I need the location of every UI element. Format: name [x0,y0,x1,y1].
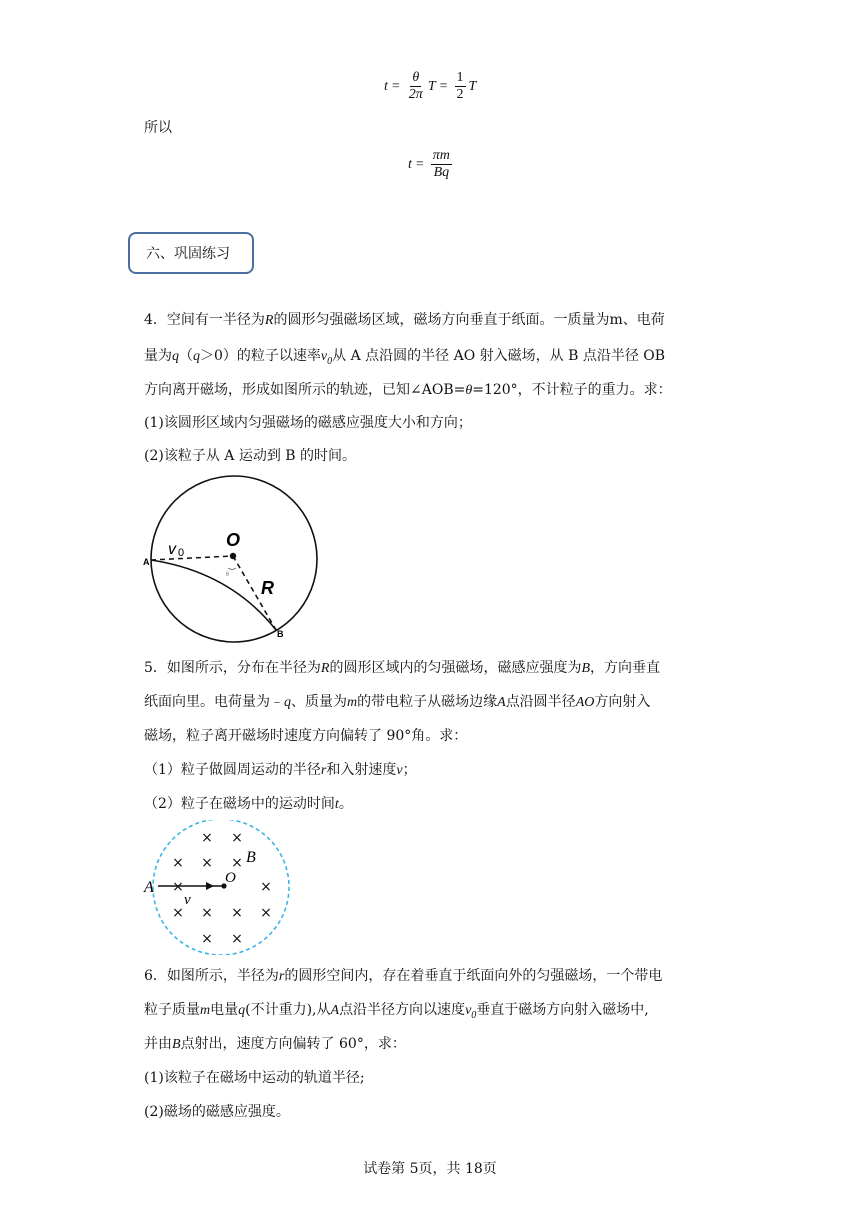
q4-line3: 方向离开磁场，形成如图所示的轨迹，已知∠AOB=θ=120°，不计粒子的重力。求： [144,382,672,398]
q5-line3: 磁场，粒子离开磁场时速度方向偏转了 90°角。求： [144,728,468,744]
so-text: 所以 [144,120,172,136]
figure-5-magnetic-field [140,820,300,955]
fig5-cross: × [231,830,243,846]
fig5-cross: × [201,855,213,871]
fig5-cross: × [260,905,272,921]
equation-time-result: t = $\frac{\pi m}{Bq}$ [408,148,450,180]
q4-line5: (2)该粒子从 A 运动到 B 的时间。 [144,448,357,464]
fig5-cross: × [260,879,272,895]
q5-line4: （1）粒子做圆周运动的半径r和入射速度v； [144,762,417,778]
fig4-label-O: O [226,530,241,550]
fig5-label-O: O [225,870,236,886]
eq1-period-end: T [468,78,477,94]
fig5-cross-marks [172,830,272,947]
fig5-cross: × [231,905,243,921]
fig5-cross: × [172,879,184,895]
fig4-label-B: B [277,629,284,639]
eq1-lhs: t [384,78,388,94]
fig4-label-v-sub: 0 [178,547,185,559]
q4-line2: 量为q（q＞0）的粒子以速率$v_0$从 A 点沿圆的半径 AO 射入磁场，从 B 点沿半径 OB [144,348,666,367]
q4-line4: (1)该圆形区域内匀强磁场的磁感应强度大小和方向； [144,415,472,431]
eq1-fraction-theta: $\frac{\theta}{2\pi}$ [408,70,423,102]
fig4-label-v: v [168,541,176,558]
q6-line2: 粒子质量m电量q(不计重力),从A点沿半径方向以速度$v_0$垂直于磁场方向射入磁场中, [144,1002,649,1021]
equation-time-half-period: t = $\frac{\theta}{2\pi}$ T = $\frac{1}{2}$ T [384,70,477,102]
fig5-velocity-arrowhead [206,882,214,890]
page-footer: 试卷第 5页，共 18页 [363,1161,497,1177]
q4-line1: 4．空间有一半径为R的圆形匀强磁场区域，磁场方向垂直于纸面。一质量为m、电荷 [144,312,665,328]
fig5-cross: × [201,830,213,846]
fig5-label-B: B [246,849,256,866]
fig4-label-theta: θ [226,572,229,578]
fig4-angle-mark [228,568,236,570]
q6-line1: 6．如图所示，半径为r的圆形空间内，存在着垂直于纸面向外的匀强磁场，一个带电 [144,968,663,984]
fig4-label-A: A [143,557,150,567]
fig4-radius-AO [151,556,233,560]
q6-line5: (2)磁场的磁感应强度。 [144,1104,290,1120]
q6-line4: (1)该粒子在磁场中运动的轨道半径; [144,1070,365,1086]
fig4-trajectory-arc [151,560,276,630]
section-title-box [128,232,254,274]
fig5-label-v: v [184,892,191,908]
fig4-center-dot [230,553,236,559]
eq1-fraction-half: $\frac{1}{2}$ [456,70,464,102]
fig5-label-A: A [144,879,154,896]
eq2-fraction: $\frac{\pi m}{Bq}$ [432,148,450,180]
q5-line1: 5．如图所示，分布在半径为R的圆形区域内的匀强磁场，磁感应强度为B，方向垂直 [144,660,661,676]
q5-line2: 纸面向里。电荷量为﹣q、质量为m的带电粒子从磁场边缘A点沿圆半径AO方向射入 [144,694,651,710]
fig5-cross: × [172,855,184,871]
eq2-lhs: t [408,156,412,172]
q6-line3: 并由B点射出，速度方向偏转了 60°，求： [144,1036,406,1052]
fig5-cross: × [201,931,213,947]
q5-line5: （2）粒子在磁场中的运动时间t。 [144,796,353,812]
fig4-label-R: R [261,578,274,598]
eq1-period: T [427,78,436,94]
figure-4-circle-trajectory [140,472,330,648]
section-title: 六、巩固练习 [146,246,230,262]
fig5-cross: × [172,905,184,921]
fig5-cross: × [201,905,213,921]
fig5-cross: × [231,855,243,871]
fig5-cross: × [231,931,243,947]
